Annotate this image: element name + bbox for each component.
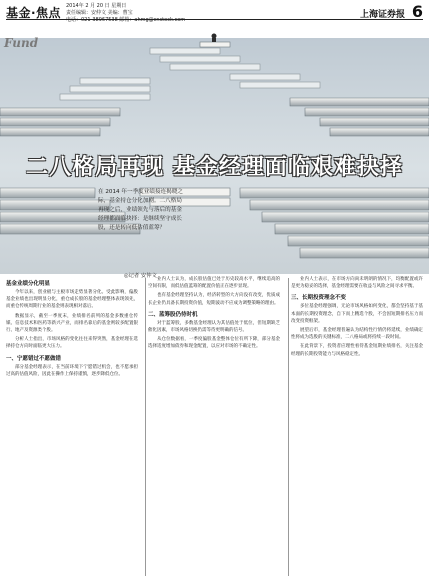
section-title: 基金·焦点: [6, 6, 62, 20]
section-heading: 三、长期投资理念不变: [291, 295, 347, 302]
section-heading: 二、蓝筹股仍待时机: [148, 311, 198, 318]
masthead: 上海证券报: [359, 10, 405, 20]
hero-illustration: [0, 38, 429, 279]
paragraph: 数据显示，截至一季度末，业绩排名前列的基金多数重仓传媒、信息技术和医药等新兴产业，而排名靠后的基金则较多配置银行、地产及资源类个股。: [6, 313, 138, 334]
article-column-2: [148, 276, 280, 576]
page-number: 6: [411, 2, 423, 21]
paragraph: 多位基金经理强调，无论市场风格如何变化，都会坚持基于基本面的长期投资理念，自下而上精选个股，不会因短期排名压力而改变投资框架。: [291, 304, 423, 324]
meta-date: 2014年 2 月 20 日 星期日: [66, 3, 127, 9]
paragraph: 业内人士表示，在市场方向尚未明朗的情况下，均衡配置或许是更为稳妥的选择，基金经理需要在收益与风险之间寻求平衡。: [291, 277, 423, 290]
article-column-1: [6, 276, 138, 576]
byline: ◎记者 安仲文: [124, 273, 157, 279]
lead-summary: 在 2014 年一季度业绩接连揭晓之际，基金持仓分化加剧。二八格局再现之后，业绩领先与落后的基金经理都面临抉择：是继续坚守成长股，还是转向低估值蓝筹？: [98, 189, 183, 231]
header-meta: [66, 3, 185, 24]
paragraph: 部分基金经理表示，在当前环境下宁愿错过机会，也不愿承担过高的估值风险，因此在操作上保持谨慎，逐步降低仓位。: [6, 364, 138, 377]
meta-contact: 电话：021-38967538 邮箱：ahmg@cnstock.com: [66, 17, 186, 23]
paragraph: 也有基金经理坚持认为，经济转型的大方向没有改变，优质成长企业仍具备长期投资价值，短期波动不应成为调整策略的理由。: [148, 293, 280, 306]
paragraph: 分析人士指出，市场风格的变化往往来得突然，基金经理在选择持仓方向时面临更大压力。: [6, 337, 138, 350]
paragraph: 在此背景下，投资者应理性看待基金短期业绩排名，关注基金经理的长期投资能力与风格稳定性。: [291, 344, 423, 357]
paragraph: 从仓位数据看，一季度偏股基金整体仓位有所下降，部分基金选择适度增加债券和现金配置，以应对市场的不确定性。: [148, 337, 280, 350]
header-rule: [6, 19, 423, 20]
paragraph: 业内人士认为，成长股估值已处于历史较高水平，继续追高的空间有限，而低估值蓝筹的配置价值正在逐步显现。: [148, 277, 280, 290]
article-body: [6, 276, 423, 576]
meta-editors: 责任编辑：安仲文 美编：曹宝: [66, 10, 133, 16]
article-column-3: [291, 276, 423, 576]
fund-tag: Fund: [4, 36, 39, 50]
section-heading: 一、宁愿错过不愿做错: [6, 355, 62, 362]
paragraph: 今年以来，创业板与主板市场走势显著分化。受此影响，偏股基金业绩也出现明显分化，重仓成长股的基金经理整体表现领先，而重仓传统周期行业的基金则表现相对落后。: [6, 290, 138, 310]
paragraph: 对于蓝筹股，多数基金经理认为其估值处于低位，但短期缺乏催化因素，市场风格切换仍需等待更明确的信号。: [148, 320, 280, 334]
headline: 二八格局再现 基金经理面临艰难抉择: [26, 155, 403, 180]
section-heading: 基金业绩分化明显: [6, 281, 51, 287]
paragraph: 展望后市，基金经理普遍认为结构性行情仍将延续，业绩确定性将成为选股的关键标准，二八格局或将持续一段时间。: [291, 328, 423, 341]
page-header: [0, 0, 429, 34]
